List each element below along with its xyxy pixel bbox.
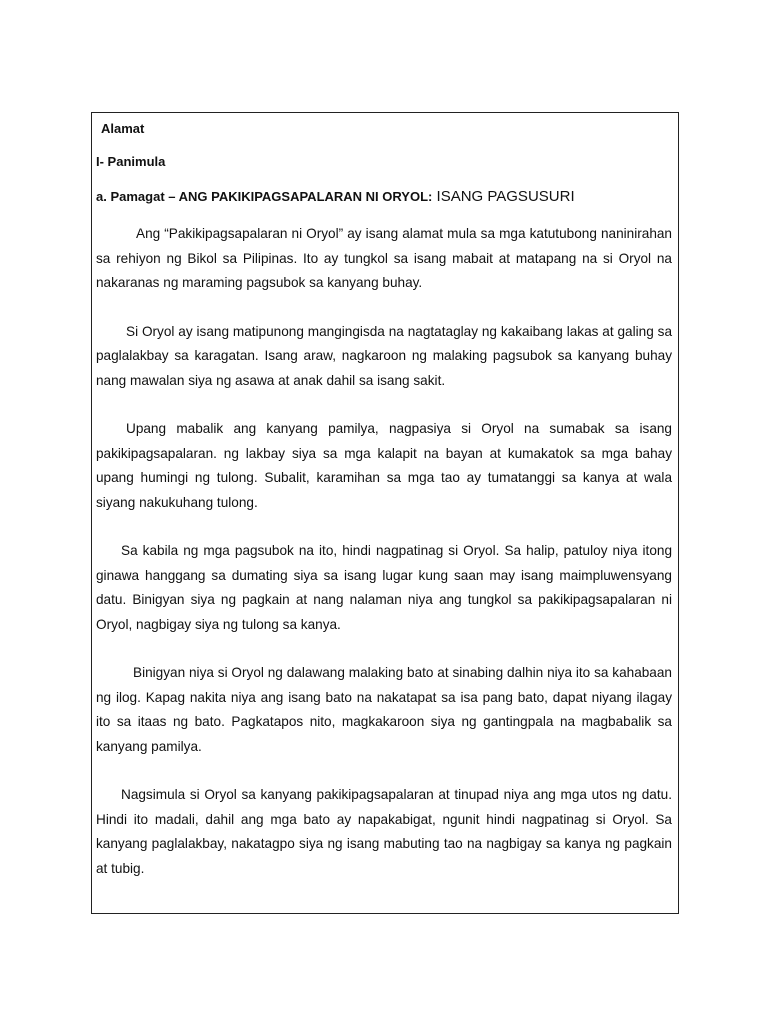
subheading-suffix: ISANG PAGSUSURI	[432, 188, 575, 205]
paragraph-6: Nagsimula si Oryol sa kanyang pakikipagsapalaran at tinupad niya ang mga utos ng datu. Hindi ito madali, dahil ang mga bato ay napakabigat, ngunit hindi nagpatinag si Oryol. Sa kanyang paglalakbay, nakatagpo siya ng isang mabuting tao na nagbigay sa kanya ng pagkain at tubig.	[96, 787, 672, 876]
document-title: Alamat	[101, 121, 145, 136]
subheading	[96, 187, 672, 207]
paragraph-4: Sa kabila ng mga pagsubok na ito, hindi nagpatinag si Oryol. Sa halip, patuloy niya itong ginawa hanggang sa dumating siya sa isang lugar kung saan may isang maimpluwensyang datu. Binigyan siya ng pagkain at nang nalaman niya ang tungkol sa pakikipagsapalaran ni Oryol, nagbigay siya ng tulong sa kanya.	[96, 543, 672, 632]
paragraph-2: Si Oryol ay isang matipunong mangingisda na nagtataglay ng kakaibang lakas at galing sa paglalakbay sa karagatan. Isang araw, nagkaroon ng malaking pagsubok sa kanyang buhay nang mawalan siya ng asawa at anak dahil sa isang sakit.	[96, 323, 672, 388]
document-content	[96, 118, 672, 881]
paragraph-1: Ang “Pakikipagsapalaran ni Oryol” ay isang alamat mula sa mga katutubong naninirahan sa rehiyon ng Bikol sa Pilipinas. Ito ay tungkol sa isang mabait at matapang na si Oryol na nakaranas ng maraming pagsubok sa kanyang buhay.	[96, 226, 672, 290]
section-heading: I- Panimula	[96, 154, 166, 169]
paragraph-3: Upang mabalik ang kanyang pamilya, nagpasiya si Oryol na sumabak sa isang pakikipagsapalaran. ng lakbay siya sa mga kalapit na bayan at kumakatok sa mga bahay upang humingi ng tulong. Subalit, karamihan sa mga tao ay tumatanggi sa kanya at wala siyang nakukuhang tulong.	[96, 421, 672, 510]
subheading-prefix: a. Pamagat – ANG PAKIKIPAGSAPALARAN NI ORYOL:	[96, 189, 433, 204]
paragraph-5: Binigyan niya si Oryol ng dalawang malaking bato at sinabing dalhin niya ito sa kahabaan ng ilog. Kapag nakita niya ang isang bato na nakatapat sa isa pang bato, dapat niyang ilagay ito sa itaas ng bato. Pagkatapos nito, magkakaroon siya ng gantingpala na magbabalik sa kanyang pamilya.	[96, 665, 672, 754]
